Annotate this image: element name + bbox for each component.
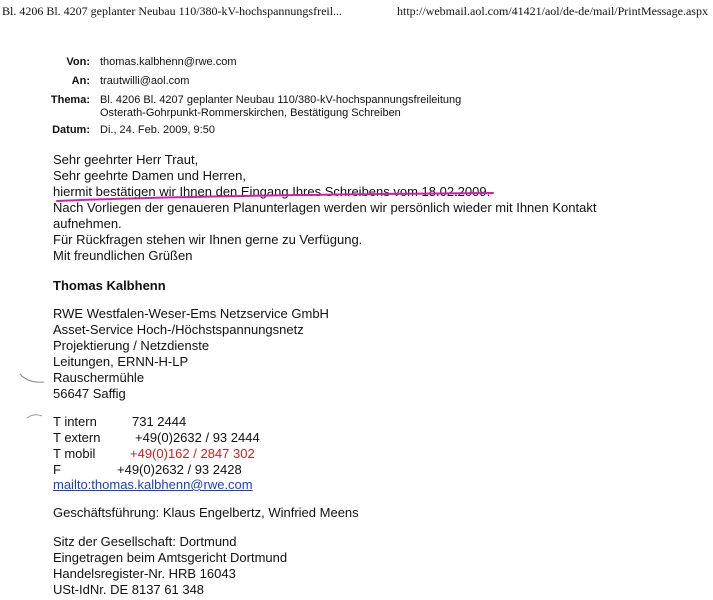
fax-label: F xyxy=(53,462,61,477)
margin-scribble-mark xyxy=(26,412,44,422)
fax-value: +49(0)2632 / 93 2428 xyxy=(117,462,242,477)
phone-mobile-value: +49(0)162 / 2847 302 xyxy=(130,446,255,461)
phone-intern-label: T intern xyxy=(53,414,97,429)
from-label: Von: xyxy=(66,56,90,68)
subject-label: Thema: xyxy=(50,94,90,106)
phone-intern-value: 731 2444 xyxy=(132,414,187,429)
closing-line: Mit freundlichen Grüßen xyxy=(53,248,193,263)
signature-lines: Leitungen, ERNN-H-LP xyxy=(53,354,189,369)
signature-name: Thomas Kalbhenn xyxy=(53,278,166,293)
margin-scribble-mark xyxy=(18,372,46,386)
greeting-1: Sehr geehrter Herr Traut, xyxy=(53,152,199,167)
phone-mobile-label: T mobil xyxy=(53,446,96,461)
phone-extern-label: T extern xyxy=(53,430,101,445)
contact-line-1: Nach Vorliegen der genaueren Planunterlagen werden wir persönlich wieder mit Ihnen Kontakt xyxy=(53,200,597,215)
subject-line-2: Osterath-Gohrpunkt-Rommerskirchen, Bestätigung Schreiben xyxy=(100,107,401,119)
signature-place: Rauschermühle xyxy=(53,370,145,385)
signature-department: Asset-Service Hoch-/Höchstspannungsnetz xyxy=(53,322,304,337)
signature-company: RWE Westfalen-Weser-Ems Netzservice GmbH xyxy=(53,306,329,321)
to-value: trautwilli@aol.com xyxy=(100,75,190,87)
print-header-subject: Bl. 4206 Bl. 4207 geplanter Neubau 110/380-kV-hochspannungsfreil... xyxy=(2,4,343,18)
vat-id: USt-IdNr. DE 8137 61 348 xyxy=(53,582,205,597)
phone-extern-value: +49(0)2632 / 93 2444 xyxy=(135,430,260,445)
signature-unit: Projektierung / Netzdienste xyxy=(53,338,210,353)
management-line: Geschäftsführung: Klaus Engelbertz, Winfried Meens xyxy=(53,505,359,520)
registry-seat: Sitz der Gesellschaft: Dortmund xyxy=(53,534,237,549)
contact-line-2: aufnehmen. xyxy=(53,216,122,231)
registry-court: Eingetragen beim Amtsgericht Dortmund xyxy=(53,550,288,565)
from-value: thomas.kalbhenn@rwe.com xyxy=(100,56,237,68)
print-header-url: http://webmail.aol.com/41421/aol/de-de/mail/PrintMessage.aspx xyxy=(397,4,708,18)
subject-line-1: Bl. 4206 Bl. 4207 geplanter Neubau 110/380-kV-hochspannungsfreileitung xyxy=(100,94,462,106)
confirmation-line: hiermit bestätigen wir Ihnen den Eingang Ihres Schreibens vom 18.02.2009. xyxy=(53,184,491,199)
signature-city: 56647 Saffig xyxy=(53,386,126,401)
to-label: An: xyxy=(71,75,90,87)
registry-number: Handelsregister-Nr. HRB 16043 xyxy=(53,566,236,581)
date-value: Di., 24. Feb. 2009, 9:50 xyxy=(100,124,215,136)
date-label: Datum: xyxy=(52,124,90,136)
mailto-link[interactable]: mailto:thomas.kalbhenn@rwe.com xyxy=(53,477,253,492)
questions-line: Für Rückfragen stehen wir Ihnen gerne zu Verfügung. xyxy=(53,232,363,247)
greeting-2: Sehr geehrte Damen und Herren, xyxy=(53,168,246,183)
